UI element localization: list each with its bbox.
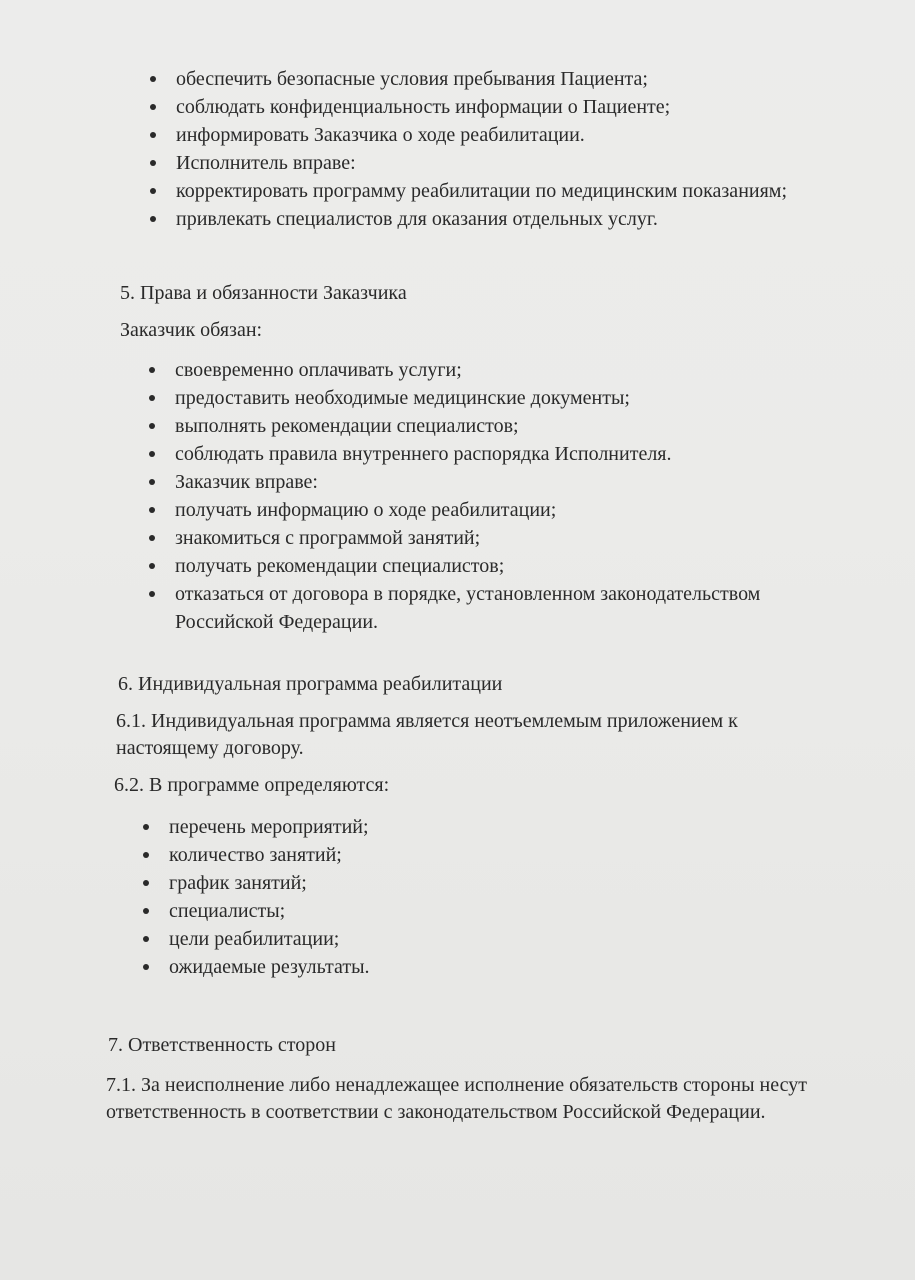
list-item: соблюдать конфиденциальность информации о Пациенте; (176, 93, 915, 121)
bullet-icon (149, 367, 155, 373)
list-item: специалисты; (169, 897, 915, 925)
bullet-icon (143, 908, 149, 914)
bullet-icon (149, 563, 155, 569)
bullet-icon (149, 395, 155, 401)
bullet-icon (149, 423, 155, 429)
program-contents-list (0, 813, 915, 981)
list-item: получать информацию о ходе реабилитации; (175, 496, 915, 524)
bullet-icon (143, 936, 149, 942)
section-6-title: 6. Индивидуальная программа реабилитации (118, 673, 503, 695)
list-item: выполнять рекомендации специалистов; (175, 412, 915, 440)
bullet-icon (150, 76, 156, 82)
section-6-paragraph-1: 6.1. Индивидуальная программа является неотъемлемым приложением к настоящему договору. (116, 710, 738, 759)
bullet-icon (143, 964, 149, 970)
section-6-paragraph-2: 6.2. В программе определяются: (114, 774, 390, 796)
list-item: знакомиться с программой занятий; (175, 524, 915, 552)
customer-obligations-list (0, 356, 915, 636)
list-item: отказаться от договора в порядке, установленном законодательством Российской Федерации. (175, 580, 855, 636)
list-item: соблюдать правила внутреннего распорядка Исполнителя. (175, 440, 915, 468)
executor-obligations-list (0, 65, 915, 233)
bullet-icon (143, 880, 149, 886)
list-item: получать рекомендации специалистов; (175, 552, 915, 580)
section-7-paragraph-1: 7.1. За неисполнение либо ненадлежащее исполнение обязательств стороны несут ответственность в соответствии с законодательством Российской Федерации. (106, 1074, 807, 1123)
bullet-icon (149, 591, 155, 597)
list-item: Заказчик вправе: (175, 468, 915, 496)
list-item: своевременно оплачивать услуги; (175, 356, 915, 384)
bullet-icon (149, 507, 155, 513)
list-item: цели реабилитации; (169, 925, 915, 953)
list-item: корректировать программу реабилитации по медицинским показаниям; (176, 177, 915, 205)
bullet-icon (149, 479, 155, 485)
list-item: ожидаемые результаты. (169, 953, 915, 981)
list-item: привлекать специалистов для оказания отдельных услуг. (176, 205, 915, 233)
bullet-icon (150, 216, 156, 222)
bullet-icon (143, 852, 149, 858)
section-7-title: 7. Ответственность сторон (108, 1034, 336, 1056)
list-item: обеспечить безопасные условия пребывания Пациента; (176, 65, 915, 93)
section-5-title: 5. Права и обязанности Заказчика (120, 282, 407, 304)
bullet-icon (149, 451, 155, 457)
bullet-icon (149, 535, 155, 541)
list-item: информировать Заказчика о ходе реабилитации. (176, 121, 915, 149)
list-item: перечень мероприятий; (169, 813, 915, 841)
bullet-icon (150, 160, 156, 166)
section-5-intro: Заказчик обязан: (120, 319, 263, 341)
bullet-icon (150, 188, 156, 194)
list-item: количество занятий; (169, 841, 915, 869)
bullet-icon (150, 132, 156, 138)
list-item: Исполнитель вправе: (176, 149, 915, 177)
list-item: предоставить необходимые медицинские документы; (175, 384, 915, 412)
list-item: график занятий; (169, 869, 915, 897)
bullet-icon (143, 824, 149, 830)
bullet-icon (150, 104, 156, 110)
